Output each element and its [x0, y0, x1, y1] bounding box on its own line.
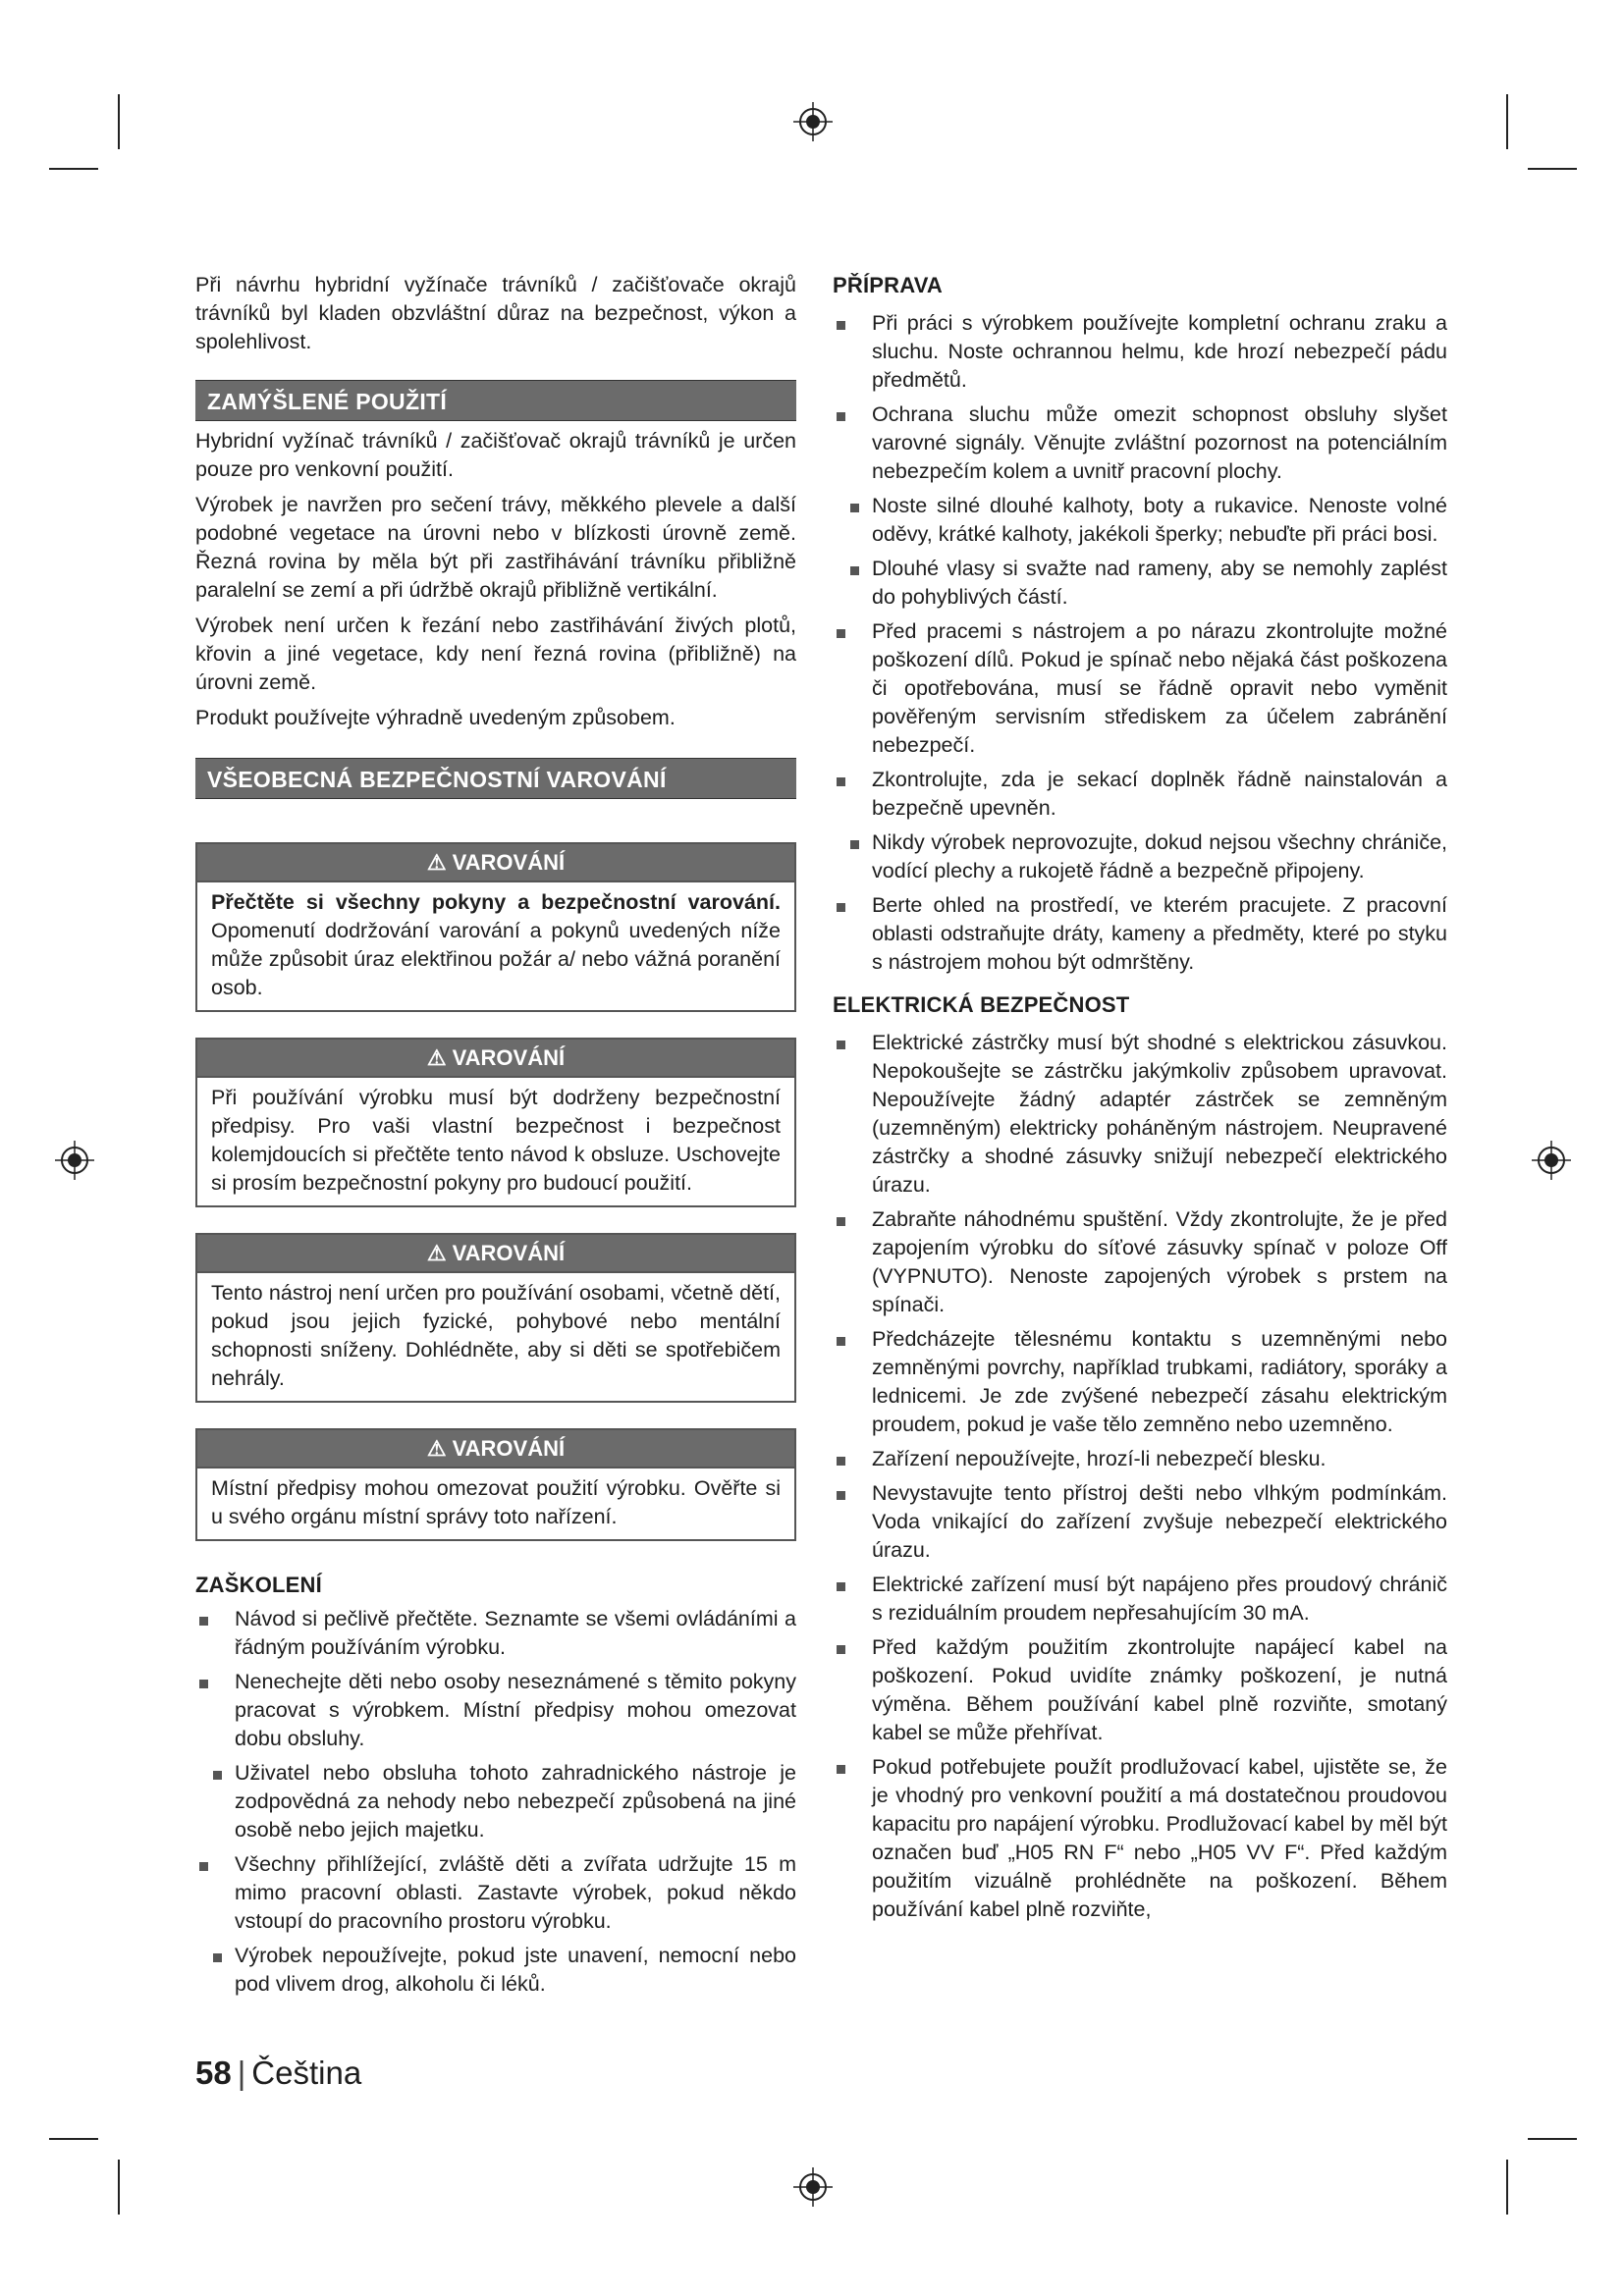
list-item: Nevystavujte tento přístroj dešti nebo vlhkým podmínkám. Voda vnikající do zařízení zvyšuje nebezpečí elektrického úrazu.: [833, 1479, 1447, 1565]
warning-triangle-icon: ⚠: [426, 850, 447, 875]
warning-header: [197, 1430, 794, 1468]
list-item: Návod si pečlivě přečtěte. Seznamte se všemi ovládáními a řádným používáním výrobku.: [195, 1605, 796, 1662]
warning-text: Místní předpisy mohou omezovat použití výrobku. Ověřte si u svého orgánu místní správy toto nařízení.: [211, 1476, 781, 1528]
warning-box: [195, 1233, 796, 1403]
registration-mark-icon: [55, 1141, 94, 1180]
subheading-electrical-safety: ELEKTRICKÁ BEZPEČNOST: [833, 992, 1130, 1017]
section-heading-general-safety: VŠEOBECNÁ BEZPEČNOSTNÍ VAROVÁNÍ: [195, 758, 796, 799]
warning-text: Při používání výrobku musí být dodrženy bezpečnostní předpisy. Pro vaši vlastní bezpečnost i bezpečnost kolemjdoucích si přečtěte tento návod k obsluze. Uschovejte si prosím bezpečnostní pokyny pro budoucí použití.: [211, 1086, 781, 1195]
list-item: Zařízení nepoužívejte, hrozí-li nebezpečí blesku.: [833, 1445, 1447, 1473]
paragraph: Výrobek není určen k řezání nebo zastřihávání živých plotů, křovin a jiné vegetace, kdy není řezná rovina (přibližně) na úrovni země.: [195, 614, 796, 694]
preparation-list: [833, 309, 1447, 977]
list-item: Elektrické zařízení musí být napájeno přes proudový chránič s reziduálním proudem nepřesahujícím 30 mA.: [833, 1571, 1447, 1628]
page-number: 58: [195, 2055, 232, 2091]
crop-mark: [1528, 168, 1577, 170]
crop-mark: [1506, 94, 1508, 149]
training-list: [195, 1605, 796, 1999]
warning-header: [197, 844, 794, 882]
list-item: Před pracemi s nástrojem a po nárazu zkontrolujte možné poškození dílů. Pokud je spínač nebo nějaká část poškozena či opotřebována, musí se řádně opravit nebo vyměnit pověřeným servisním střediskem za účelem zabránění nebezpečí.: [833, 617, 1447, 760]
crop-mark: [118, 2160, 120, 2215]
warning-box: [195, 1038, 796, 1207]
section-heading-intended-use: ZAMÝŠLENÉ POUŽITÍ: [195, 380, 796, 421]
electrical-list: [833, 1029, 1447, 1924]
crop-mark: [49, 168, 98, 170]
list-item: Elektrické zástrčky musí být shodné s elektrickou zásuvkou. Nepokoušejte se zástrčku jakýmkoliv způsobem upravovat. Nepoužívejte žádný adaptér zástrček se zemněným (uzemněným) elektricky poháněným nástrojem. Neupravené zástrčky a shodné zásuvky snižují nebezpečí elektrického úrazu.: [833, 1029, 1447, 1200]
list-item: Zabraňte náhodnému spuštění. Vždy zkontrolujte, že je před zapojením výrobku do síťové zásuvky spínač v poloze Off (VYPNUTO). Nenoste zapojených výrobek s prstem na spínači.: [833, 1205, 1447, 1319]
warning-text: [197, 882, 794, 1010]
paragraph: Produkt používejte výhradně uvedeným způsobem.: [195, 706, 676, 729]
footer-separator: |: [237, 2055, 246, 2091]
warning-header: [197, 1235, 794, 1273]
paragraph: Výrobek je navržen pro sečení trávy, měkkého plevele a další podobné vegetace na úrovni nebo v blízkosti úrovně země. Řezná rovina by měla být při zastřihávání trávníku přibližně paralelní se zemí a při údržbě okrajů přibližně vertikální.: [195, 493, 796, 602]
subheading-training: ZAŠKOLENÍ: [195, 1573, 322, 1597]
list-item: Berte ohled na prostředí, ve kterém pracujete. Z pracovní oblasti odstraňujte dráty, kameny a předměty, které po styku s nástrojem mohou být odmrštěny.: [833, 891, 1447, 977]
list-item: Při práci s výrobkem používejte kompletní ochranu zraku a sluchu. Noste ochrannou helmu, kde hrozí nebezpečí pádu předmětů.: [833, 309, 1447, 395]
page-footer: [195, 2054, 361, 2093]
registration-mark-icon: [1532, 1141, 1571, 1180]
registration-mark-icon: [793, 102, 833, 141]
warning-label: VAROVÁNÍ: [452, 1241, 566, 1265]
list-item: Nenechejte děti nebo osoby neseznámené s těmito pokyny pracovat s výrobkem. Místní předpisy mohou omezovat dobu obsluhy.: [195, 1668, 796, 1753]
crop-mark: [118, 94, 120, 149]
list-item: Výrobek nepoužívejte, pokud jste unavení, nemocní nebo pod vlivem drog, alkoholu či léků.: [211, 1942, 796, 1999]
list-item: Zkontrolujte, zda je sekací doplněk řádně nainstalován a bezpečně upevněn.: [833, 766, 1447, 823]
list-item: Ochrana sluchu může omezit schopnost obsluhy slyšet varovné signály. Věnujte zvláštní pozornost na potenciálním nebezpečím kolem a uvnitř pracovní plochy.: [833, 400, 1447, 486]
list-item: Před každým použitím zkontrolujte napájecí kabel na poškození. Pokud uvidíte známky poškození, je nutná výměna. Během používání kabel plně rozviňte, smotaný kabel se může přehřívat.: [833, 1633, 1447, 1747]
list-item: Dlouhé vlasy si svažte nad rameny, aby se nemohly zaplést do pohyblivých částí.: [848, 555, 1447, 612]
list-item: Pokud potřebujete použít prodlužovací kabel, ujistěte se, že je vhodný pro venkovní použití a má dostatečnou proudovou kapacitu pro napájení výrobku. Prodlužovací kabel by měl být označen buď „H05 RN F“ nebo „H05 VV F“. Před každým použitím vizuálně prohlédněte na poškození. Během používání kabel plně rozviňte,: [833, 1753, 1447, 1924]
list-item: Nikdy výrobek neprovozujte, dokud nejsou všechny chrániče, vodící plechy a rukojetě řádně a bezpečně připojeny.: [848, 828, 1447, 885]
warning-label: VAROVÁNÍ: [452, 850, 566, 875]
warning-triangle-icon: ⚠: [426, 1241, 447, 1265]
warning-triangle-icon: ⚠: [426, 1436, 447, 1461]
list-item: Všechny přihlížející, zvláště děti a zvířata udržujte 15 m mimo pracovní oblasti. Zastavte výrobek, pokud někdo vstoupí do pracovního prostoru výrobku.: [195, 1850, 796, 1936]
warning-bold-text: Přečtěte si všechny pokyny a bezpečnostní varování.: [211, 890, 781, 914]
warning-label: VAROVÁNÍ: [452, 1045, 566, 1070]
warning-triangle-icon: ⚠: [426, 1045, 447, 1070]
warning-label: VAROVÁNÍ: [452, 1436, 566, 1461]
warning-text: Tento nástroj není určen pro používání osobami, včetně dětí, pokud jsou jejich fyzické, pohybové nebo mentální schopnosti sníženy. Dohlédněte, aby si děti se spotřebičem nehrály.: [211, 1281, 781, 1390]
crop-mark: [49, 2138, 98, 2140]
intro-paragraph: Při návrhu hybridní vyžínače trávníků / začišťovače okrajů trávníků byl kladen obzvláštní důraz na bezpečnost, výkon a spolehlivost.: [195, 273, 796, 353]
warning-header: [197, 1040, 794, 1078]
registration-mark-icon: [793, 2167, 833, 2207]
warning-body-text: Opomenutí dodržování varování a pokynů uvedených níže může způsobit úraz elektřinou požár a/ nebo vážná poranění osob.: [211, 919, 781, 999]
crop-mark: [1506, 2160, 1508, 2215]
paragraph: Hybridní vyžínač trávníků / začišťovač okrajů trávníků je určen pouze pro venkovní použití.: [195, 429, 796, 481]
list-item: Uživatel nebo obsluha tohoto zahradnického nástroje je zodpovědná za nehody nebo nebezpečí způsobená na jiné osobě nebo jejich majetku.: [211, 1759, 796, 1844]
list-item: Noste silné dlouhé kalhoty, boty a rukavice. Nenoste volné oděvy, krátké kalhoty, jakékoli šperky; nebuďte při práci bosi.: [848, 492, 1447, 549]
warning-box: [195, 1428, 796, 1541]
subheading-preparation: PŘÍPRAVA: [833, 273, 944, 297]
list-item: Předcházejte tělesnému kontaktu s uzemněnými nebo zemněnými povrchy, například trubkami, radiátory, sporáky a lednicemi. Je zde zvýšené nebezpečí zásahu elektrickým proudem, pokud je vaše tělo zemněno nebo uzemněno.: [833, 1325, 1447, 1439]
warning-box: [195, 842, 796, 1012]
left-column: [195, 271, 796, 2004]
right-column: [833, 271, 1447, 1930]
footer-language: Čeština: [251, 2055, 362, 2091]
crop-mark: [1528, 2138, 1577, 2140]
